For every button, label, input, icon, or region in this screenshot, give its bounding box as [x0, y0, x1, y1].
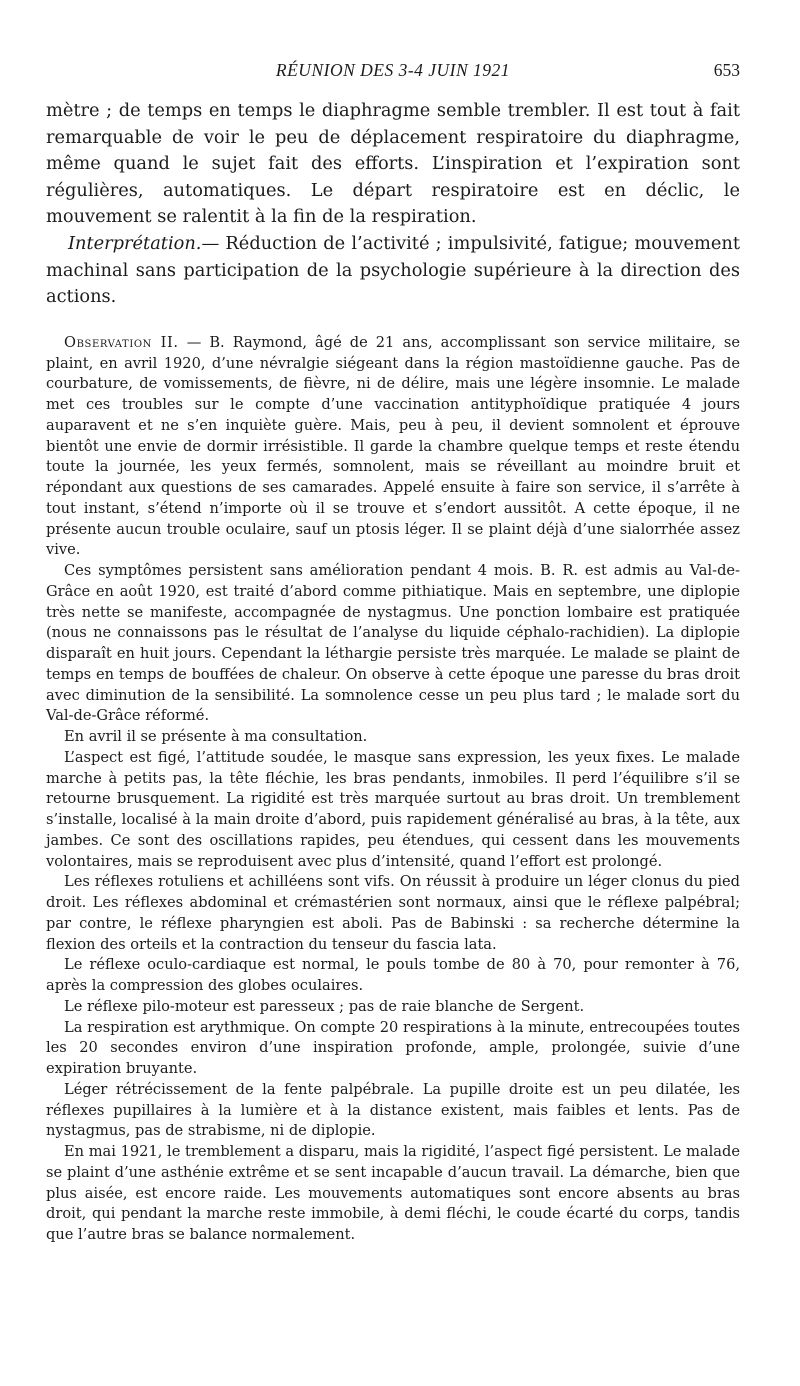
- interpretation-label: Interprétation.: [68, 232, 202, 254]
- observation-paragraph: Le réflexe pilo-moteur est paresseux ; pas de raie blanche de Sergent.: [64, 997, 585, 1015]
- observation-paragraph: Le réflexe oculo-cardiaque est normal, le pouls tombe de 80 à 70, pour remonter à 76, après la compression des globes oculaires.: [46, 956, 740, 994]
- running-title: RÉUNION DES 3-4 JUIN 1921: [275, 60, 511, 80]
- interpretation-text: — Réduction de l’activité ; impulsivité, fatigue; mouvement machinal sans participation de la psychologie supérieure à la direction des actions.: [46, 232, 740, 308]
- observation-paragraph: L’aspect est figé, l’attitude soudée, le masque sans expression, les yeux fixes. Le malade marche à petits pas, la tête fléchie, les bras pendants, inmobiles. Il perd l’équilibre s’il se retourne brusquement. La rigidité est très marquée surtout au bras droit. Un tremblement s’installe, localisé à la main droite d’abord, puis rapidement généralisé au bras, à la tête, aux jambes. Ce sont des oscillations rapides, peu étendues, qui cessent dans les mouvements volontaires, mais se reproduisent avec plus d’intensité, quand l’effort est prolongé.: [46, 748, 740, 870]
- observation-paragraph-text: — B. Raymond, âgé de 21 ans, accomplissant son service militaire, se plaint, en avril 1920, d’une névralgie siégeant dans la région mastoïdienne gauche. Pas de courbature, de vomissements, de fièvre, ni de délire, mais une légère insomnie. Le malade met ces troubles sur le compte d’une vaccination antityphoïdique pratiquée 4 jours auparavent et ne s’en inquiète guère. Mais, peu à peu, il devient somnolent et éprouve bientôt une envie de dormir irrésistible. Il garde la chambre quelque temps et reste étendu toute la journée, les yeux fermés, somnolent, mais se réveillant au moindre bruit et répondant aux questions de ses camarades. Appelé ensuite à faire son service, il s’arrête à tout instant, s’étend n’importe où il se trouve et s’endort aussitôt. A cette époque, il ne présente aucun trouble oculaire, sauf un ptosis léger. Il se plaint déjà d’une sialorrhée assez vive.: [46, 333, 741, 559]
- observation-paragraph: La respiration est arythmique. On compte 20 respirations à la minute, entrecoupées toutes les 20 secondes environ d’une inspiration profonde, ample, prolongée, suivie d’une expiration bruyante.: [46, 1018, 740, 1077]
- interpretation-paragraph: [46, 231, 740, 311]
- observation-paragraph: Léger rétrécissement de la fente palpébrale. La pupille droite est un peu dilatée, les réflexes pupillaires à la lumière et à la distance existent, mais faibles et lents. Pas de nystagmus, pas de strabisme, ni de diplopie.: [46, 1080, 740, 1140]
- intro-paragraph: mètre ; de temps en temps le diaphragme semble trembler. Il est tout à fait remarquable de voir le peu de déplacement respiratoire du diaphragme, même quand le sujet fait des efforts. L’inspiration et l’expiration sont régulières, automatiques. Le départ respiratoire est en déclic, le mouvement se ralentit à la fin de la respiration.: [46, 100, 740, 228]
- observation-paragraph: En avril il se présente à ma consultation.: [64, 728, 368, 745]
- intro-section: [46, 98, 740, 311]
- observation-section: [46, 333, 740, 1246]
- running-header: [46, 58, 740, 84]
- observation-paragraph: En mai 1921, le tremblement a disparu, mais la rigidité, l’aspect figé persistent. Le malade se plaint d’une asthénie extrême et se sent incapable d’aucun travail. La démarche, bien que plus aisée, est encore raide. Les mouvements automatiques sont encore absents au bras droit, qui pendant la marche reste immobile, à demi fléchi, le coude écarté du corps, tandis que l’autre bras se balance normalement.: [46, 1143, 740, 1243]
- observation-paragraph: Ces symptômes persistent sans amélioration pendant 4 mois. B. R. est admis au Val-de-Grâce en août 1920, est traité d’abord comme pithiatique. Mais en septembre, une diplopie très nette se manifeste, accompagnée de nystagmus. Une ponction lombaire est pratiquée (nous ne connaissons pas le résultat de l’analyse du liquide céphalo-rachidien). La diplopie disparaît en huit jours. Cependant la léthargie persiste très marquée. Le malade se plaint de temps en temps de bouffées de chaleur. On observe à cette époque une paresse du bras droit avec diminution de la sensibilité. La somnolence cesse un peu plus tard ; le malade sort du Val-de-Grâce réformé.: [46, 562, 740, 725]
- observation-label: Observation II.: [64, 333, 179, 351]
- observation-paragraph: Les réflexes rotuliens et achilléens sont vifs. On réussit à produire un léger clonus du pied droit. Les réflexes abdominal et crémastérien sont normaux, ainsi que le réflexe palpébral; par contre, le réflexe pharyngien est aboli. Pas de Babinski : sa recherche détermine la flexion des orteils et la contraction du tenseur du fascia lata.: [46, 873, 740, 953]
- page-number: 653: [713, 60, 740, 80]
- observation-paragraph: [46, 333, 740, 561]
